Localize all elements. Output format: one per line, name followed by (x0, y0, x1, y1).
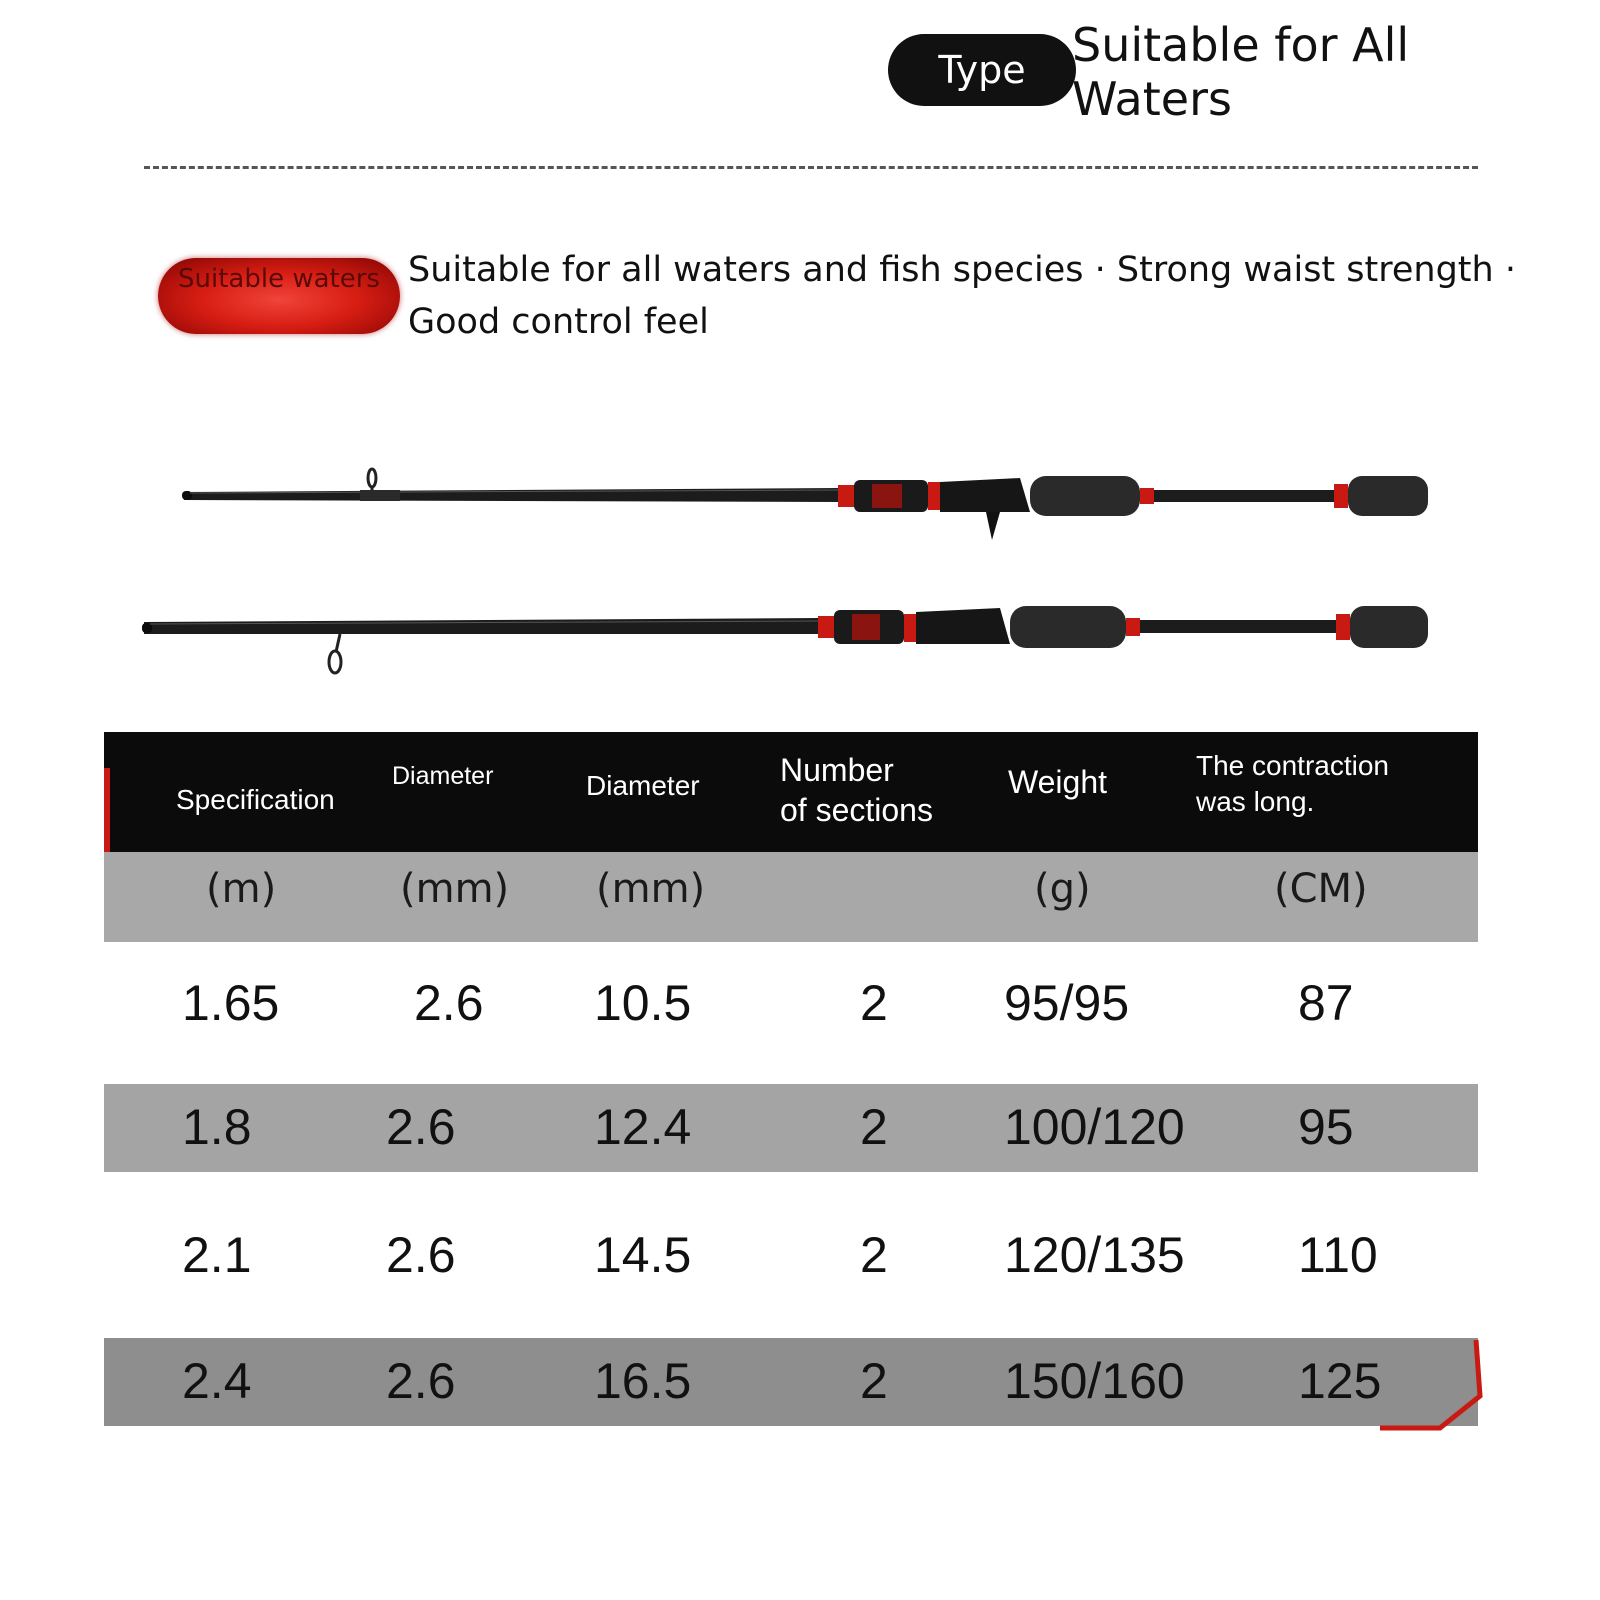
header-diameter-2: Diameter (586, 770, 700, 801)
header-contraction-line-1: The contraction (1196, 750, 1389, 781)
unit-weight: (g) (1034, 866, 1091, 912)
table-row (104, 960, 1478, 1048)
cell-weight: 150/160 (1004, 1353, 1185, 1409)
table-row (104, 1338, 1478, 1426)
waters-badge (158, 258, 400, 334)
header-contraction-length (1196, 748, 1389, 820)
spec-table-header (104, 732, 1478, 852)
header-weight: Weight (1008, 764, 1108, 800)
cell-weight: 100/120 (1004, 1099, 1185, 1155)
cell-sections: 2 (860, 1227, 888, 1283)
cell-diameter-1: 2.6 (386, 1099, 456, 1155)
cell-diameter-2: 10.5 (594, 975, 692, 1031)
waters-badge-label: Suitable waters (178, 264, 380, 294)
cell-specification: 2.1 (182, 1227, 252, 1283)
table-row (104, 1084, 1478, 1172)
unit-specification: (m) (206, 866, 277, 912)
cell-contraction-length: 125 (1298, 1353, 1382, 1409)
header-number-of-sections (780, 750, 933, 830)
header-contraction-line-2: was long. (1196, 786, 1315, 817)
cell-diameter-2: 14.5 (594, 1227, 692, 1283)
header-red-accent (104, 768, 110, 852)
header-sections-line-2: of sections (780, 792, 933, 828)
spec-table-units-row (104, 852, 1478, 942)
cell-specification: 2.4 (182, 1353, 252, 1409)
cell-diameter-1: 2.6 (414, 975, 484, 1031)
header-sections-line-1: Number (780, 752, 894, 788)
cell-sections: 2 (860, 1353, 888, 1409)
table-corner-accent (1376, 1336, 1486, 1436)
unit-diameter-1: (mm) (400, 866, 510, 912)
dashed-divider (144, 166, 1478, 169)
rod-images (0, 440, 1600, 720)
cell-sections: 2 (860, 975, 888, 1031)
type-badge (888, 34, 1076, 106)
cell-diameter-1: 2.6 (386, 1353, 456, 1409)
cell-weight: 120/135 (1004, 1227, 1185, 1283)
cell-contraction-length: 95 (1298, 1099, 1354, 1155)
table-row (104, 1212, 1478, 1300)
spinning-rod-icon (142, 606, 1428, 673)
waters-description: Suitable for all waters and fish species · Strong waist strength · Good control feel (408, 250, 1516, 342)
unit-diameter-2: (mm) (596, 866, 706, 912)
cell-diameter-2: 16.5 (594, 1353, 692, 1409)
cell-weight: 95/95 (1004, 975, 1130, 1031)
type-badge-label: Type (938, 48, 1026, 92)
unit-contraction: (CM) (1274, 866, 1368, 912)
casting-rod-icon (182, 469, 1428, 540)
cell-contraction-length: 110 (1298, 1227, 1378, 1283)
cell-specification: 1.65 (182, 975, 280, 1031)
header-diameter-1: Diameter (392, 762, 494, 790)
cell-specification: 1.8 (182, 1099, 252, 1155)
cell-contraction-length: 87 (1298, 975, 1354, 1031)
cell-diameter-2: 12.4 (594, 1099, 692, 1155)
header-specification: Specification (176, 784, 335, 815)
cell-diameter-1: 2.6 (386, 1227, 456, 1283)
type-value-line-1: Suitable for All (1072, 18, 1410, 72)
cell-sections: 2 (860, 1099, 888, 1155)
type-value-line-2: Waters (1072, 72, 1232, 126)
type-value (1072, 18, 1492, 126)
